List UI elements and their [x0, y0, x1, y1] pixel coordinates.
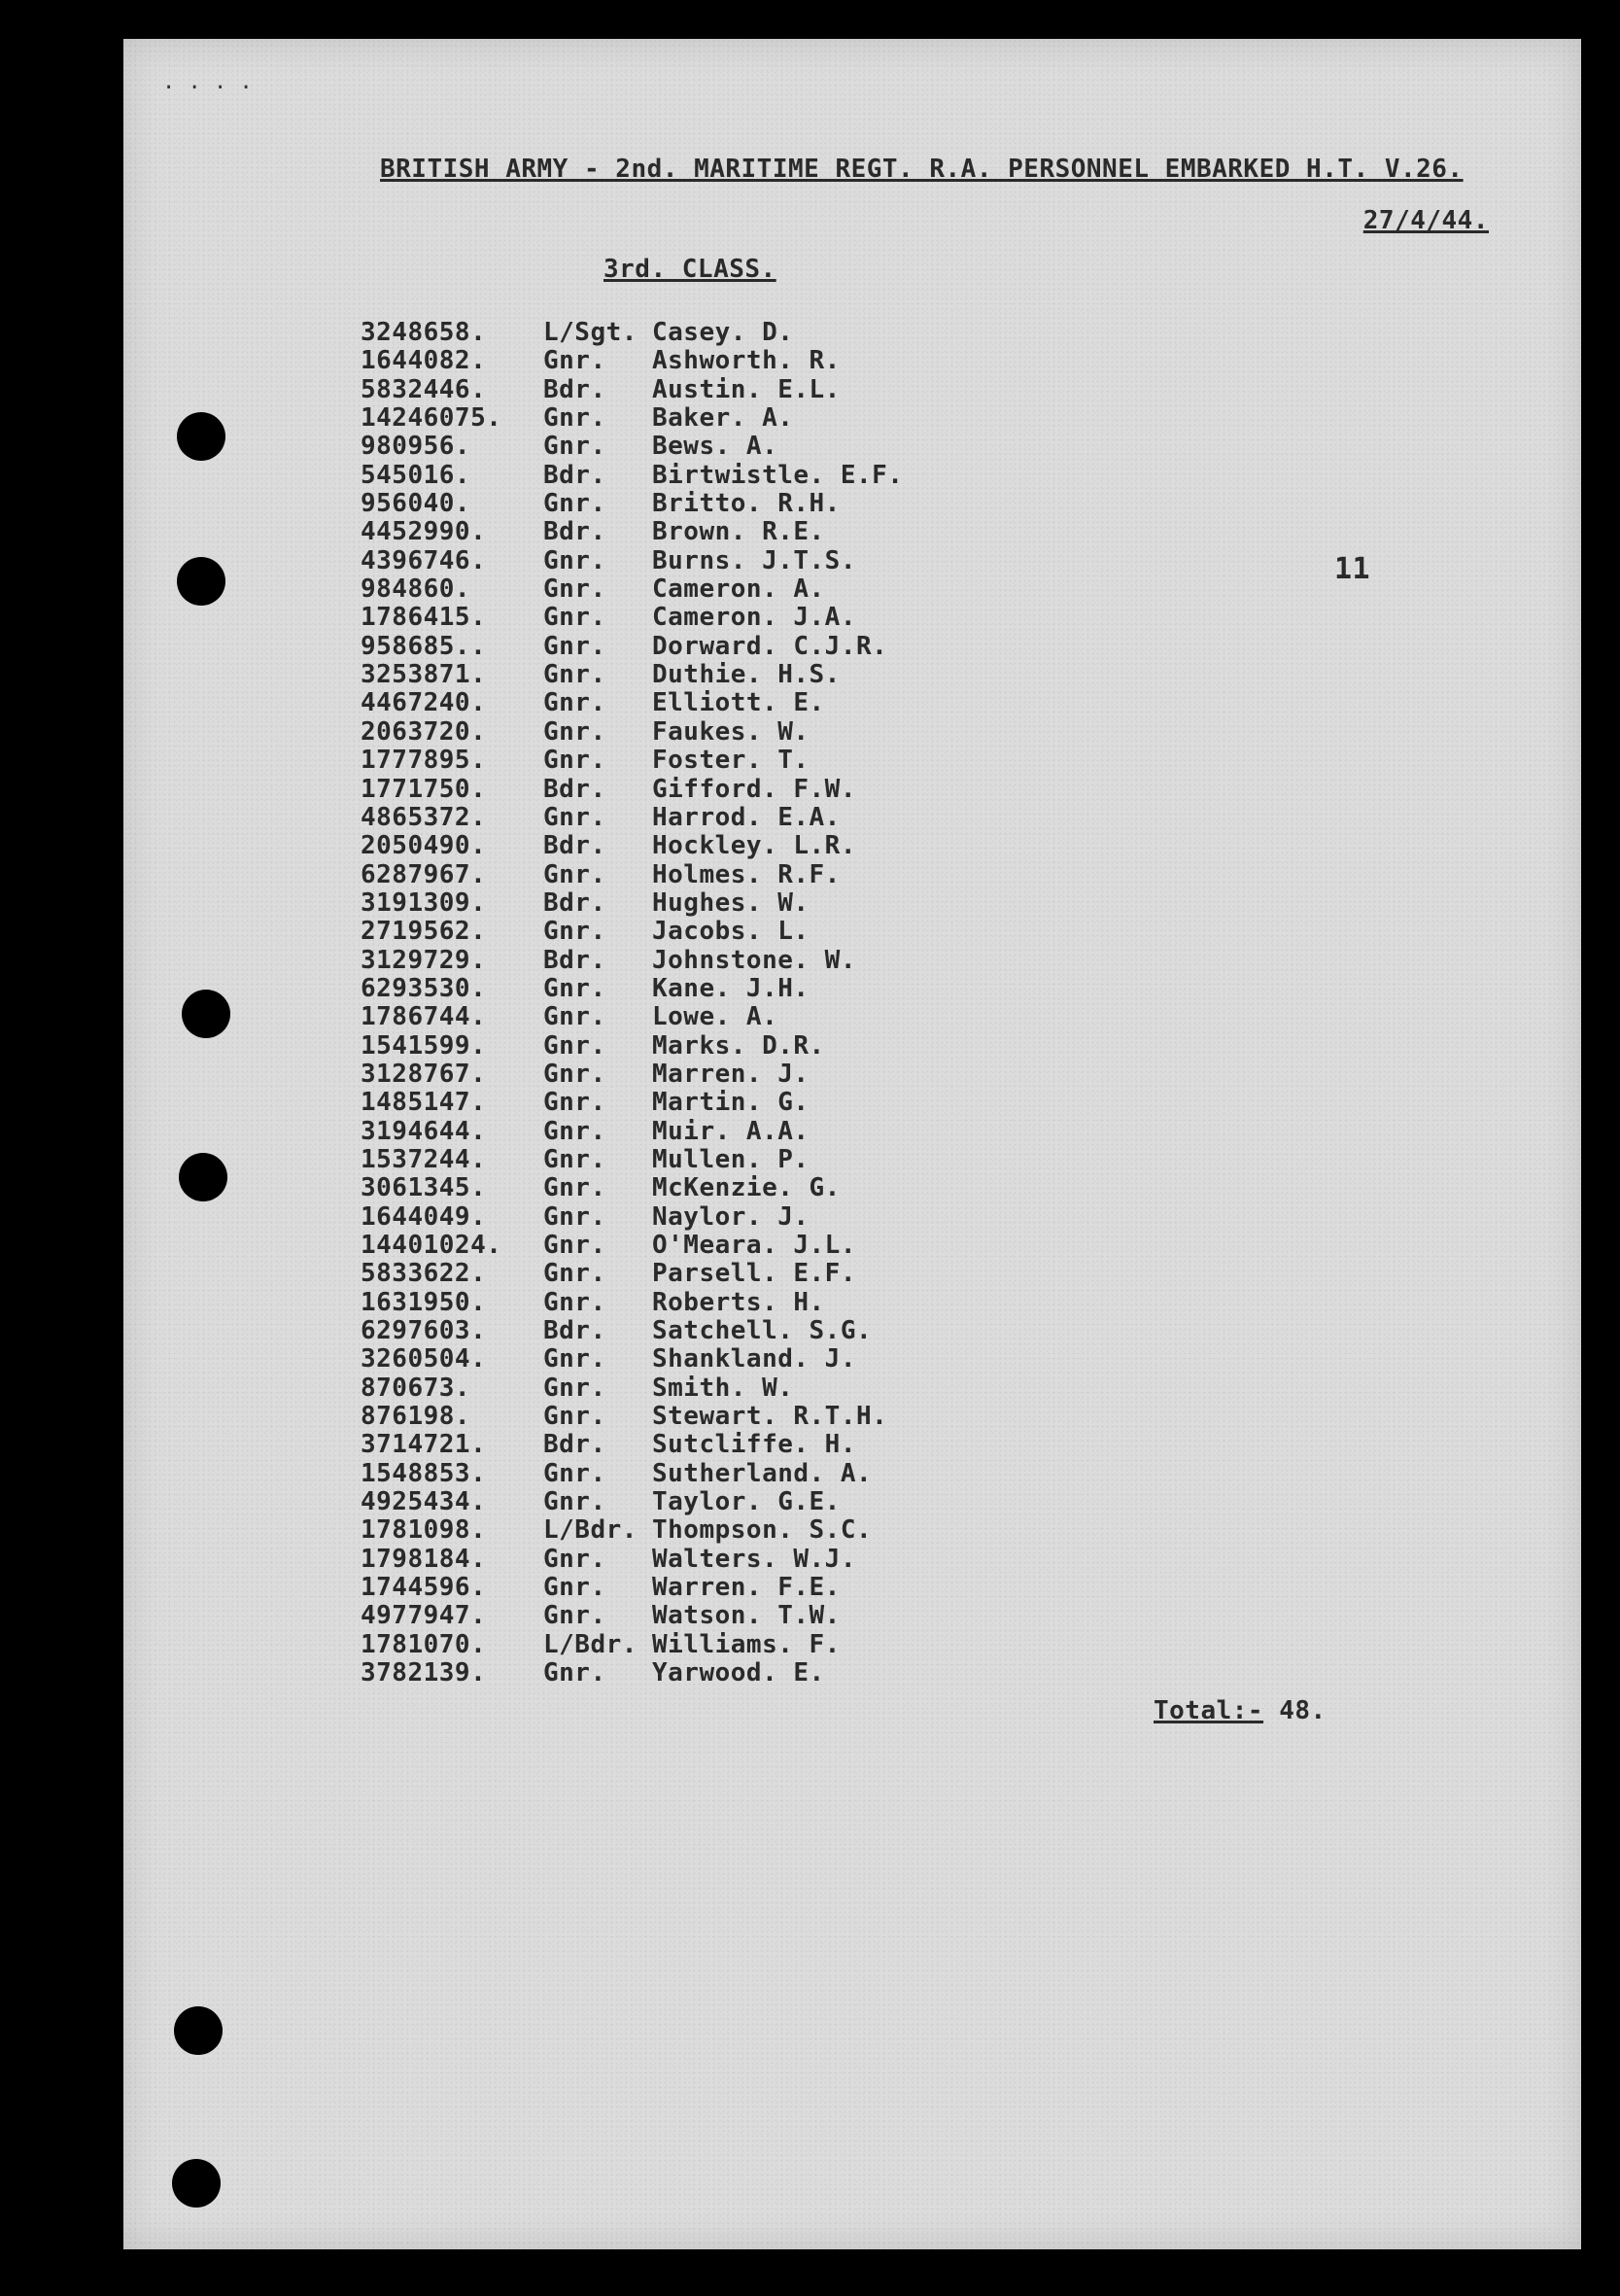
personnel-row [361, 1089, 1138, 1117]
name: Harrod. E.A. [652, 802, 841, 832]
service-number: 1548853. [361, 1458, 487, 1488]
service-number: 2063720. [361, 716, 487, 747]
rank: Gnr. [543, 973, 606, 1003]
name: Austin. E.L. [652, 374, 841, 404]
rank: Bdr. [543, 831, 606, 861]
name: Johnstone. W. [652, 945, 856, 975]
rank: Gnr. [543, 1373, 606, 1403]
name: Elliott. E. [652, 688, 825, 718]
name: Ashworth. R. [652, 346, 841, 376]
service-number: 2719562. [361, 917, 487, 947]
personnel-row [361, 1232, 1138, 1260]
personnel-row [361, 1659, 1138, 1687]
rank: Gnr. [543, 1402, 606, 1432]
rank: Gnr. [543, 603, 606, 633]
personnel-row [361, 1431, 1138, 1459]
personnel-row [361, 689, 1138, 717]
name: Mullen. P. [652, 1144, 810, 1174]
service-number: 3260504. [361, 1344, 487, 1374]
service-number: 1541599. [361, 1030, 487, 1061]
personnel-row [361, 462, 1138, 490]
name: Burns. J.T.S. [652, 545, 856, 575]
service-number: 1537244. [361, 1144, 487, 1174]
name: Martin. G. [652, 1088, 810, 1118]
name: Satchell. S.G. [652, 1316, 873, 1346]
personnel-row [361, 1488, 1138, 1516]
service-number: 984860. [361, 574, 471, 605]
personnel-row [361, 889, 1138, 918]
rank: Gnr. [543, 1487, 606, 1517]
name: Smith. W. [652, 1373, 794, 1403]
personnel-row [361, 575, 1138, 604]
name: O'Meara. J.L. [652, 1231, 856, 1260]
rank: Gnr. [543, 432, 606, 462]
rank: Gnr. [543, 631, 606, 661]
personnel-row [361, 347, 1138, 375]
rank: Gnr. [543, 1144, 606, 1174]
rank: Gnr. [543, 1173, 606, 1203]
rank: Gnr. [543, 917, 606, 947]
service-number: 14246075. [361, 403, 502, 434]
personnel-row [361, 1317, 1138, 1345]
rank: Gnr. [543, 716, 606, 747]
rank: L/Sgt. [543, 318, 638, 347]
name: Kane. J.H. [652, 973, 810, 1003]
name: Holmes. R.F. [652, 859, 841, 889]
name: Brown. R.E. [652, 517, 825, 547]
personnel-row [361, 433, 1138, 461]
name: Warren. F.E. [652, 1573, 841, 1603]
personnel-row [361, 633, 1138, 661]
rank: Gnr. [543, 746, 606, 776]
total-line [1154, 1696, 1327, 1725]
service-number: 3191309. [361, 887, 487, 918]
rank: Gnr. [543, 403, 606, 434]
rank: Gnr. [543, 1116, 606, 1146]
name: Naylor. J. [652, 1201, 810, 1232]
name: Bews. A. [652, 432, 778, 462]
rank: Gnr. [543, 1030, 606, 1061]
personnel-row [361, 319, 1138, 347]
rank: Gnr. [543, 1458, 606, 1488]
service-number: 3129729. [361, 945, 487, 975]
service-number: 1644049. [361, 1201, 487, 1232]
punch-hole [179, 1153, 227, 1201]
name: Yarwood. E. [652, 1658, 825, 1688]
service-number: 3714721. [361, 1430, 487, 1460]
punch-hole [177, 557, 225, 606]
service-number: 1798184. [361, 1544, 487, 1574]
service-number: 3253871. [361, 660, 487, 690]
rank: Gnr. [543, 1059, 606, 1089]
rank: Bdr. [543, 1430, 606, 1460]
rank: Gnr. [543, 1658, 606, 1688]
rank: Bdr. [543, 774, 606, 804]
name: Marren. J. [652, 1059, 810, 1089]
personnel-row [361, 832, 1138, 860]
personnel-row [361, 1289, 1138, 1317]
rank: Gnr. [543, 1259, 606, 1289]
personnel-row [361, 404, 1138, 433]
rank: Bdr. [543, 460, 606, 490]
name: Britto. R.H. [652, 489, 841, 519]
service-number: 1771750. [361, 774, 487, 804]
personnel-row [361, 1061, 1138, 1089]
rank: Gnr. [543, 1231, 606, 1260]
rank: Gnr. [543, 1601, 606, 1631]
punch-hole [172, 2159, 221, 2208]
personnel-row [361, 1574, 1138, 1602]
service-number: 1631950. [361, 1287, 487, 1317]
name: Taylor. G.E. [652, 1487, 841, 1517]
name: Parsell. E.F. [652, 1259, 856, 1289]
document-date: 27/4/44. [1362, 206, 1489, 235]
service-number: 3128767. [361, 1059, 487, 1089]
name: Cameron. J.A. [652, 603, 856, 633]
name: Hughes. W. [652, 887, 810, 918]
name: Baker. A. [652, 403, 794, 434]
service-number: 958685.. [361, 631, 487, 661]
personnel-row [361, 1374, 1138, 1403]
service-number: 4467240. [361, 688, 487, 718]
name: Sutcliffe. H. [652, 1430, 856, 1460]
service-number: 1781098. [361, 1515, 487, 1546]
rank: Gnr. [543, 545, 606, 575]
personnel-row [361, 1602, 1138, 1630]
rank: Bdr. [543, 887, 606, 918]
personnel-row [361, 1032, 1138, 1061]
section-title: 3rd. CLASS. [603, 255, 776, 284]
name: Hockley. L.R. [652, 831, 856, 861]
service-number: 870673. [361, 1373, 471, 1403]
personnel-row [361, 975, 1138, 1003]
name: Dorward. C.J.R. [652, 631, 888, 661]
name: Sutherland. A. [652, 1458, 873, 1488]
personnel-row [361, 776, 1138, 804]
personnel-row [361, 747, 1138, 775]
rank: Gnr. [543, 660, 606, 690]
service-number: 3248658. [361, 318, 487, 347]
personnel-row [361, 1003, 1138, 1031]
rank: Gnr. [543, 1344, 606, 1374]
rank: Gnr. [543, 1573, 606, 1603]
name: Shankland. J. [652, 1344, 856, 1374]
service-number: 1781070. [361, 1629, 487, 1659]
personnel-row [361, 490, 1138, 518]
rank: Gnr. [543, 1002, 606, 1032]
name: Faukes. W. [652, 716, 810, 747]
personnel-row [361, 661, 1138, 689]
personnel-row [361, 1516, 1138, 1545]
rank: Bdr. [543, 1316, 606, 1346]
rank: Bdr. [543, 517, 606, 547]
name: Watson. T.W. [652, 1601, 841, 1631]
personnel-row [361, 1546, 1138, 1574]
typed-page [123, 39, 1581, 2249]
service-number: 980956. [361, 432, 471, 462]
rank: Gnr. [543, 859, 606, 889]
personnel-row [361, 918, 1138, 946]
personnel-row [361, 376, 1138, 404]
rank: Gnr. [543, 1544, 606, 1574]
name: McKenzie. G. [652, 1173, 841, 1203]
personnel-row [361, 518, 1138, 546]
service-number: 4925434. [361, 1487, 487, 1517]
personnel-row [361, 1260, 1138, 1288]
name: Stewart. R.T.H. [652, 1402, 888, 1432]
rank: Gnr. [543, 1201, 606, 1232]
name: Cameron. A. [652, 574, 825, 605]
service-number: 1485147. [361, 1088, 487, 1118]
personnel-row [361, 547, 1138, 575]
name: Foster. T. [652, 746, 810, 776]
service-number: 4452990. [361, 517, 487, 547]
service-number: 6287967. [361, 859, 487, 889]
service-number: 4865372. [361, 802, 487, 832]
service-number: 4977947. [361, 1601, 487, 1631]
punch-hole [177, 412, 225, 461]
personnel-row [361, 1345, 1138, 1374]
paper-specks: · · · · [162, 76, 253, 100]
punch-hole [174, 2006, 223, 2055]
name: Williams. F. [652, 1629, 841, 1659]
service-number: 5832446. [361, 374, 487, 404]
personnel-row [361, 604, 1138, 632]
rank: L/Bdr. [543, 1629, 638, 1659]
personnel-list [361, 319, 1138, 1688]
document-heading: BRITISH ARMY - 2nd. MARITIME REGT. R.A. PERSONNEL EMBARKED H.T. V.26. [380, 155, 1464, 184]
rank: L/Bdr. [543, 1515, 638, 1546]
rank: Gnr. [543, 346, 606, 376]
rank: Gnr. [543, 1088, 606, 1118]
name: Casey. D. [652, 318, 794, 347]
margin-mark: 11 [1334, 552, 1371, 586]
service-number: 1786744. [361, 1002, 487, 1032]
rank: Gnr. [543, 802, 606, 832]
personnel-row [361, 718, 1138, 747]
service-number: 3194644. [361, 1116, 487, 1146]
name: Roberts. H. [652, 1287, 825, 1317]
name: Marks. D.R. [652, 1030, 825, 1061]
name: Lowe. A. [652, 1002, 778, 1032]
service-number: 3782139. [361, 1658, 487, 1688]
rank: Gnr. [543, 574, 606, 605]
name: Walters. W.J. [652, 1544, 856, 1574]
total-label: Total:- [1154, 1696, 1264, 1725]
service-number: 956040. [361, 489, 471, 519]
name: Thompson. S.C. [652, 1515, 873, 1546]
personnel-row [361, 1203, 1138, 1232]
personnel-row [361, 804, 1138, 832]
service-number: 3061345. [361, 1173, 487, 1203]
name: Duthie. H.S. [652, 660, 841, 690]
personnel-row [361, 1403, 1138, 1431]
personnel-row [361, 1146, 1138, 1174]
name: Birtwistle. E.F. [652, 460, 904, 490]
service-number: 1777895. [361, 746, 487, 776]
service-number: 545016. [361, 460, 471, 490]
service-number: 1786415. [361, 603, 487, 633]
service-number: 5833622. [361, 1259, 487, 1289]
rank: Bdr. [543, 374, 606, 404]
service-number: 2050490. [361, 831, 487, 861]
service-number: 876198. [361, 1402, 471, 1432]
service-number: 6293530. [361, 973, 487, 1003]
personnel-row [361, 861, 1138, 889]
name: Jacobs. L. [652, 917, 810, 947]
service-number: 6297603. [361, 1316, 487, 1346]
personnel-row [361, 1174, 1138, 1202]
personnel-row [361, 1118, 1138, 1146]
service-number: 14401024. [361, 1231, 502, 1260]
service-number: 1644082. [361, 346, 487, 376]
rank: Gnr. [543, 688, 606, 718]
rank: Gnr. [543, 489, 606, 519]
name: Muir. A.A. [652, 1116, 810, 1146]
total-value: 48. [1279, 1696, 1327, 1725]
rank: Gnr. [543, 1287, 606, 1317]
personnel-row [361, 1631, 1138, 1659]
rank: Bdr. [543, 945, 606, 975]
service-number: 1744596. [361, 1573, 487, 1603]
personnel-row [361, 1460, 1138, 1488]
service-number: 4396746. [361, 545, 487, 575]
personnel-row [361, 947, 1138, 975]
punch-hole [182, 990, 230, 1038]
name: Gifford. F.W. [652, 774, 856, 804]
